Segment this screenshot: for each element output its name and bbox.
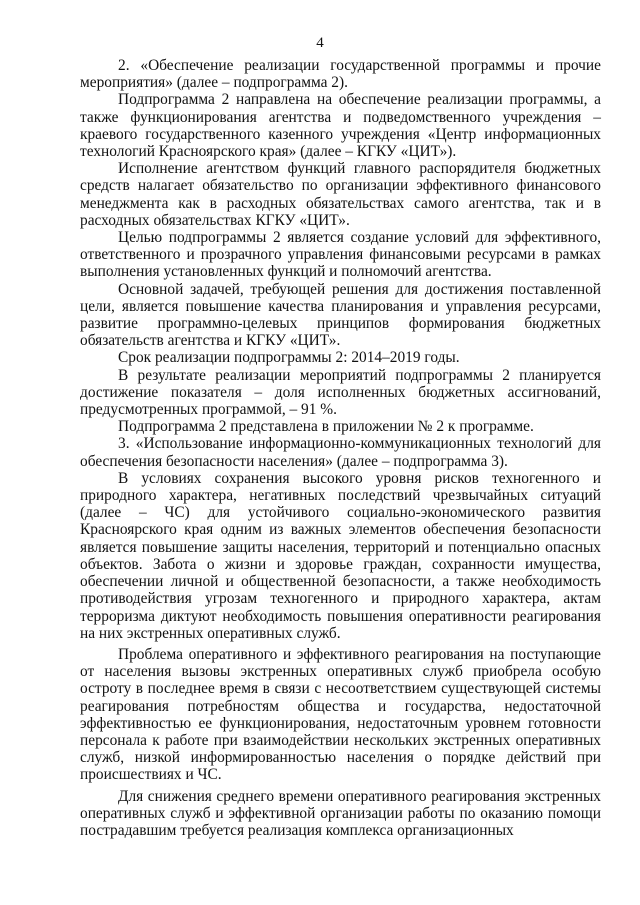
document-body: [80, 57, 601, 839]
paragraph-subprogram-2-result: В результате реализации мероприятий подпрограммы 2 планируется достижение показателя – доля исполненных бюджетных ассигнований, предусмотренных программой, – 91 %.: [80, 366, 601, 419]
paragraph-budget-functions: Исполнение агентством функций главного распорядителя бюджетных средств налагает обязательство по организации эффективного финансового менеджмента как в расходных обязательствах самого агентства, так и в расходных обязательствах КГКУ «ЦИТ».: [80, 160, 601, 229]
paragraph-subprogram-2-task: Основной задачей, требующей решения для достижения поставленной цели, является повышение качества планирования и управления ресурсами, развитие программно-целевых принципов формирования бюджетных обязательств агентства и КГКУ «ЦИТ».: [80, 280, 601, 350]
paragraph-response-problem: Проблема оперативного и эффективного реагирования на поступающие от населения вызовы экстренных оперативных служб приобрела особую остроту в последнее время в связи с несоответствием существующей системы реагирования потребностям общества и государства, недостаточной эффективностью ее функционирования, недостаточным уровнем готовности персонала к работе при взаимодействии нескольких экстренных оперативных служб, низкой информированностью населения о порядке действий при происшествиях и ЧС.: [80, 645, 601, 784]
paragraph-response-time: Для снижения среднего времени оперативного реагирования экстренных оперативных служб и эффективной организации работы по оказанию помощи пострадавшим требуется реализация комплекса организационных: [80, 787, 601, 839]
paragraph-subprogram-2-appendix: Подпрограмма 2 представлена в приложении № 2 к программе.: [118, 418, 534, 436]
paragraph-subprogram-2-title: 2. «Обеспечение реализации государственной программы и прочие мероприятия» (далее – подпрограмма 2).: [80, 57, 601, 92]
paragraph-risk-conditions: В условиях сохранения высокого уровня рисков техногенного и природного характера, негативных последствий чрезвычайных ситуаций (далее – ЧС) для устойчивого социально-экономического развития Красноярского края одним из важных элементов обеспечения безопасности является повышение защиты населения, территорий и потенциально опасных объектов. Забота о жизни и здоровье граждан, сохранности имущества, обеспечении личной и общественной безопасности, а также необходимость противодействия угрозам техногенного и природного характера, актам терроризма диктуют необходимость повышения оперативности реагирования на них экстренных оперативных служб.: [80, 469, 601, 642]
paragraph-subprogram-2-goal: Целью подпрограммы 2 является создание условий для эффективного, ответственного и прозрачного управления финансовыми ресурсами в рамках выполнения установленных функций и полномочий агентства.: [80, 229, 601, 281]
page-number: 4: [316, 35, 324, 51]
paragraph-subprogram-3-title: 3. «Использование информационно-коммуникационных технологий для обеспечения безопасности населения» (далее – подпрограмма 3).: [80, 435, 601, 470]
paragraph-subprogram-2-term: Срок реализации подпрограммы 2: 2014–2019 годы.: [118, 349, 460, 367]
paragraph-subprogram-2-purpose: Подпрограмма 2 направлена на обеспечение реализации программы, а также функционирования агентства и подведомственного учреждения – краевого государственного казенного учреждения «Центр информационных технологий Красноярского края» (далее – КГКУ «ЦИТ»).: [80, 91, 601, 161]
